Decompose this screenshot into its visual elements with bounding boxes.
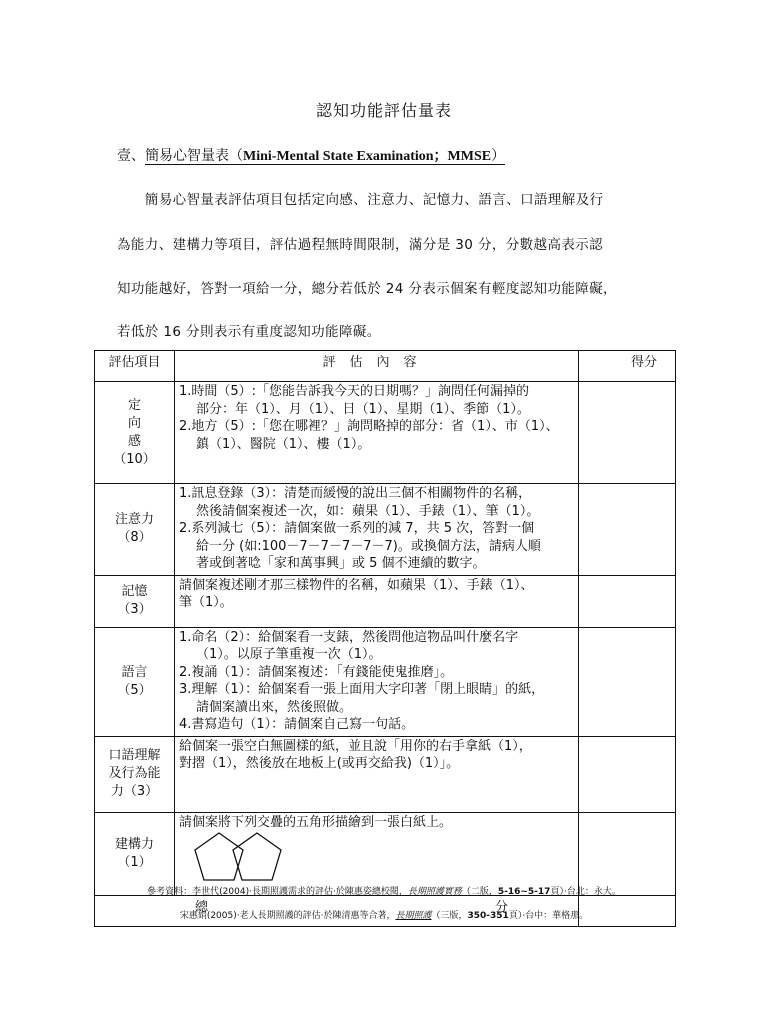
section-en-name: Mini-Mental State Examination；MMSE (243, 149, 492, 164)
ref-text: 參考資料：李世代(2004)·長期照護需求的評估·於陳惠姿總校閱， (147, 887, 408, 897)
pentagons-icon (179, 831, 319, 889)
table-row (95, 484, 676, 576)
content-line: 對摺（1），然後放在地板上(或再交給我)（1）」。 (179, 756, 460, 771)
content-line: 著或倒著唸「家和萬事興」或 5 個不連續的數字。 (196, 556, 486, 571)
row-item-line: 記憶 (121, 584, 148, 599)
row-item-line: 感 (127, 433, 141, 449)
ref-text: 頁）·台中：華格那。 (508, 911, 589, 921)
content-line: 然後請個案複述一次，如：蘋果（1）、手錶（1）、筆（1）。 (196, 503, 540, 519)
row-item-line: 語言 (121, 664, 148, 680)
content-line: 請個案複述剛才那三樣物件的名稱，如蘋果（1）、手錶（1）、 (179, 577, 534, 593)
row-item (95, 627, 175, 736)
content-line: 2.系列減七（5）：請個案做一系列的減 7，共 5 次，答對一個 (179, 521, 535, 536)
row-item-line: 力（3） (110, 784, 159, 799)
row-content (175, 812, 579, 896)
reference-line (0, 908, 768, 921)
row-content (175, 627, 579, 736)
table-row (95, 736, 676, 812)
intro-line: 為能力、建構力等項目，評估過程無時間限制，滿分是 30 分，分數越高表示認 (117, 237, 604, 253)
header-score: 得分 (579, 351, 676, 382)
intro-line: 簡易心智量表評估項目包括定向感、注意力、記憶力、語言、口語理解及行 (117, 192, 604, 208)
row-item-line: （5） (117, 682, 152, 698)
content-line: 請個案讀出來，然後照做。 (196, 699, 353, 715)
score-cell[interactable] (579, 812, 676, 896)
content-line: 3.理解（1）：給個案看一張上面用大字印著「閉上眼睛」的紙， (179, 682, 545, 697)
row-item (95, 736, 175, 812)
ref-pages: 5-16~5-17 (497, 887, 551, 897)
ref-text: 宋惠娟(2005)·老人長期照護的評估·於陳清惠等合著， (179, 911, 396, 921)
section-prefix: 壹、 (117, 148, 145, 164)
ref-pages: 350-351 (467, 911, 509, 921)
intro-line: 若低於 16 分則表示有重度認知功能障礙。 (117, 324, 381, 340)
row-content (175, 736, 579, 812)
table-row (95, 627, 676, 736)
row-item-line: 及行為能 (108, 766, 161, 781)
ref-text: 頁）·台北：永大。 (550, 887, 621, 897)
document-title: 認知功能評估量表 (315, 101, 452, 120)
content-line: 2.複誦（1）：請個案複述：「有錢能使鬼推磨」。 (179, 664, 454, 680)
row-item-line: （3） (117, 602, 152, 617)
table-row (95, 382, 676, 484)
ref-book-title: 長期照護 (395, 911, 432, 921)
ref-text: （三版， (431, 911, 468, 921)
content-line: 2.地方（5）:「您在哪裡？」詢問略掉的部分：省（1）、市（1）、 (179, 419, 559, 434)
mmse-table (94, 350, 676, 927)
score-cell[interactable] (579, 382, 676, 484)
total-label-right: 分 (495, 900, 509, 915)
row-item-line: 口語理解 (108, 748, 161, 763)
content-line: 4.書寫造句（1）：請個案自己寫一句話。 (179, 717, 415, 732)
content-line: 給一分 (如:100－7－7－7－7－7)。或換個方法，請病人順 (196, 538, 541, 554)
content-line: 筆（1）。 (179, 595, 233, 610)
content-line: 給個案一張空白無圖樣的紙，並且說「用你的右手拿紙（1）， (179, 738, 532, 754)
row-item (95, 382, 175, 484)
content-line: 1.訊息登錄（3）：清楚而緩慢的說出三個不相關物件的名稱， (179, 486, 532, 501)
table-header-row (95, 351, 676, 382)
ref-text: （二版， (461, 887, 498, 897)
section-heading (117, 145, 505, 165)
row-item-line: 向 (127, 415, 141, 431)
score-cell[interactable] (579, 627, 676, 736)
row-item-line: 建構力 (114, 836, 154, 852)
content-line: 部分：年（1）、月（1）、日（1）、星期（1）、季節（1）。 (196, 401, 530, 417)
header-item: 評估項目 (95, 351, 175, 382)
row-content (175, 382, 579, 484)
content-line: 1.命名（2）：給個案看一支錶，然後問他這物品叫什麼名字 (179, 629, 519, 645)
ref-book-title: 長期照護實務 (407, 887, 462, 897)
row-content (175, 575, 579, 627)
row-item-line: （1） (117, 854, 152, 870)
row-item-line: 注意力 (114, 512, 154, 528)
content-line: 1.時間（5）:「您能告訴我今天的日期嗎？」詢問任何漏掉的 (179, 384, 530, 399)
score-cell[interactable] (579, 736, 676, 812)
row-item (95, 812, 175, 896)
row-item (95, 575, 175, 627)
section-zh-name: 簡易心智量表（ (145, 148, 243, 164)
reference-line (0, 884, 768, 897)
row-item-line: （8） (117, 530, 152, 546)
score-cell[interactable] (579, 575, 676, 627)
row-item-line: 定 (127, 397, 141, 413)
score-cell[interactable] (579, 484, 676, 576)
content-line: 請個案將下列交疊的五角形描繪到一張白紙上。 (179, 814, 453, 830)
content-line: （1）。以原子筆重複一次（1）。 (196, 647, 382, 662)
total-label-left: 總 (195, 900, 209, 915)
section-suffix: ） (491, 148, 506, 164)
header-content: 評估內容 (175, 351, 579, 382)
table-row (95, 812, 676, 896)
row-item-line: （10） (113, 451, 156, 467)
row-item (95, 484, 175, 576)
content-line: 鎮（1）、醫院（1）、樓（1）。 (196, 436, 371, 452)
row-content (175, 484, 579, 576)
table-row (95, 575, 676, 627)
intro-line: 知功能越好，答對一項給一分，總分若低於 24 分表示個案有輕度認知功能障礙， (117, 281, 617, 297)
